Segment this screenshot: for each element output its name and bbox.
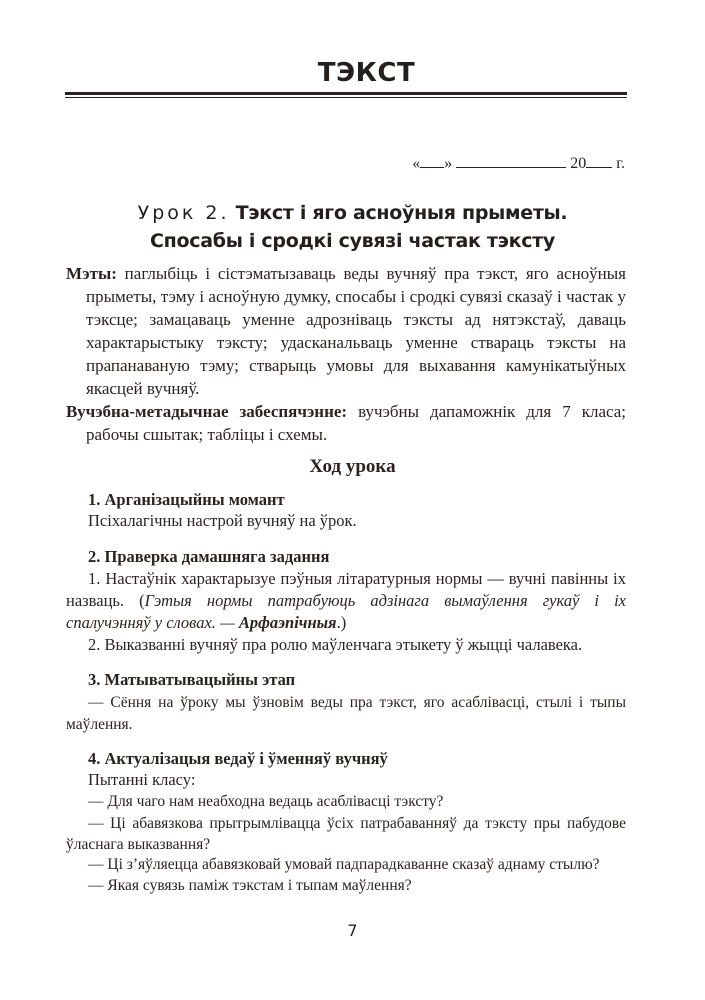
goals-block xyxy=(66,262,626,400)
question-4: — Якая сувязь паміж тэкстам і тыпам маўлення? xyxy=(88,877,412,894)
lesson-title xyxy=(0,199,705,255)
section-4-title: 4. Актуалізацыя ведаў і ўменняў вучняў xyxy=(88,749,388,768)
lesson-title-line1: Тэкст і яго асноўныя прыметы. xyxy=(235,202,568,224)
goals-label: Мэты: xyxy=(66,264,117,283)
item1-answer: Арфаэпічныя xyxy=(238,613,337,632)
chapter-title: ТЭКСТ xyxy=(317,58,416,88)
materials-label: Вучэбна-метадычнае забеспячэнне: xyxy=(66,402,348,421)
section-2-item-2: 2. Выказванні вучняў пра ролю маўленчага этыкету ў жыцці чалавека. xyxy=(88,635,583,654)
section-2-item-1 xyxy=(66,568,626,634)
lesson-flow-heading: Ход урока xyxy=(309,456,396,477)
question-1: — Для чаго нам неабходна ведаць асаблівасці тэксту? xyxy=(88,793,444,810)
day-blank xyxy=(420,153,444,168)
question-3: — Ці з’яўляецца абавязковай умовай падпарадкаванне сказаў аднаму стылю? xyxy=(88,856,600,873)
section-1-text: Псіхалагічны настрой вучняў на ўрок. xyxy=(88,511,357,530)
date-open-quote: « xyxy=(412,155,421,172)
header-rule-thick xyxy=(65,92,627,95)
section-3-title: 3. Матыватывацыйны этап xyxy=(88,670,296,689)
question-2: — Ці абавязкова прытрымлівацца ўсіх патрабаванняў да тэксту пры пабудове ўласнага выказвання? xyxy=(66,815,626,853)
section-3-text: — Сёння на ўроку мы ўзновім веды пра тэкст, яго асаблівасці, стылі і тыпы маўлення. xyxy=(66,694,626,733)
section-4-intro: Пытанні класу: xyxy=(88,770,196,789)
date-close-quote: » xyxy=(444,155,453,172)
materials-text: вучэбны дапаможнік для 7 класа; рабочы сшытак; табліцы і схемы. xyxy=(86,402,627,444)
item1-text: 1. Настаўнік характарызуе пэўныя літаратурныя нормы — вучні павінны іх назваць. ( xyxy=(66,569,626,610)
year-prefix: 20 xyxy=(570,155,587,172)
header-rule-thin xyxy=(65,97,627,98)
page-number: 7 xyxy=(347,921,358,940)
year-suffix: г. xyxy=(616,155,625,172)
lesson-title-line2: Спосабы і сродкі сувязі частак тэксту xyxy=(150,230,555,252)
item1-italic: Гэтыя нормы патрабуюць адзінага вымаўлення гукаў і іх спалучэнняў у словах. — xyxy=(66,591,626,632)
month-blank xyxy=(456,153,566,168)
goals-text: паглыбіць і сістэматызаваць веды вучняў пра тэкст, яго асноўныя прыметы, тэму і асноўную думку, спосабы і сродкі сувязі сказаў і частак у тэксце; замацаваць уменне адрозніваць тэксты ад нятэкстаў, даваць характарыстыку тэксту; удасканальваць уменне ствараць тэксты на прапанаваную тэму; стварыць умовы для выхавання камунікатыўных якасцей вучняў. xyxy=(86,264,627,398)
year-blank xyxy=(586,153,612,168)
date-line xyxy=(412,153,625,173)
section-2-title: 2. Праверка дамашняга задання xyxy=(88,547,330,566)
item1-end: .) xyxy=(336,613,347,632)
section-1-title: 1. Арганізацыйны момант xyxy=(88,490,285,509)
materials-block xyxy=(66,400,626,446)
lesson-label: Урок 2. xyxy=(137,202,230,224)
